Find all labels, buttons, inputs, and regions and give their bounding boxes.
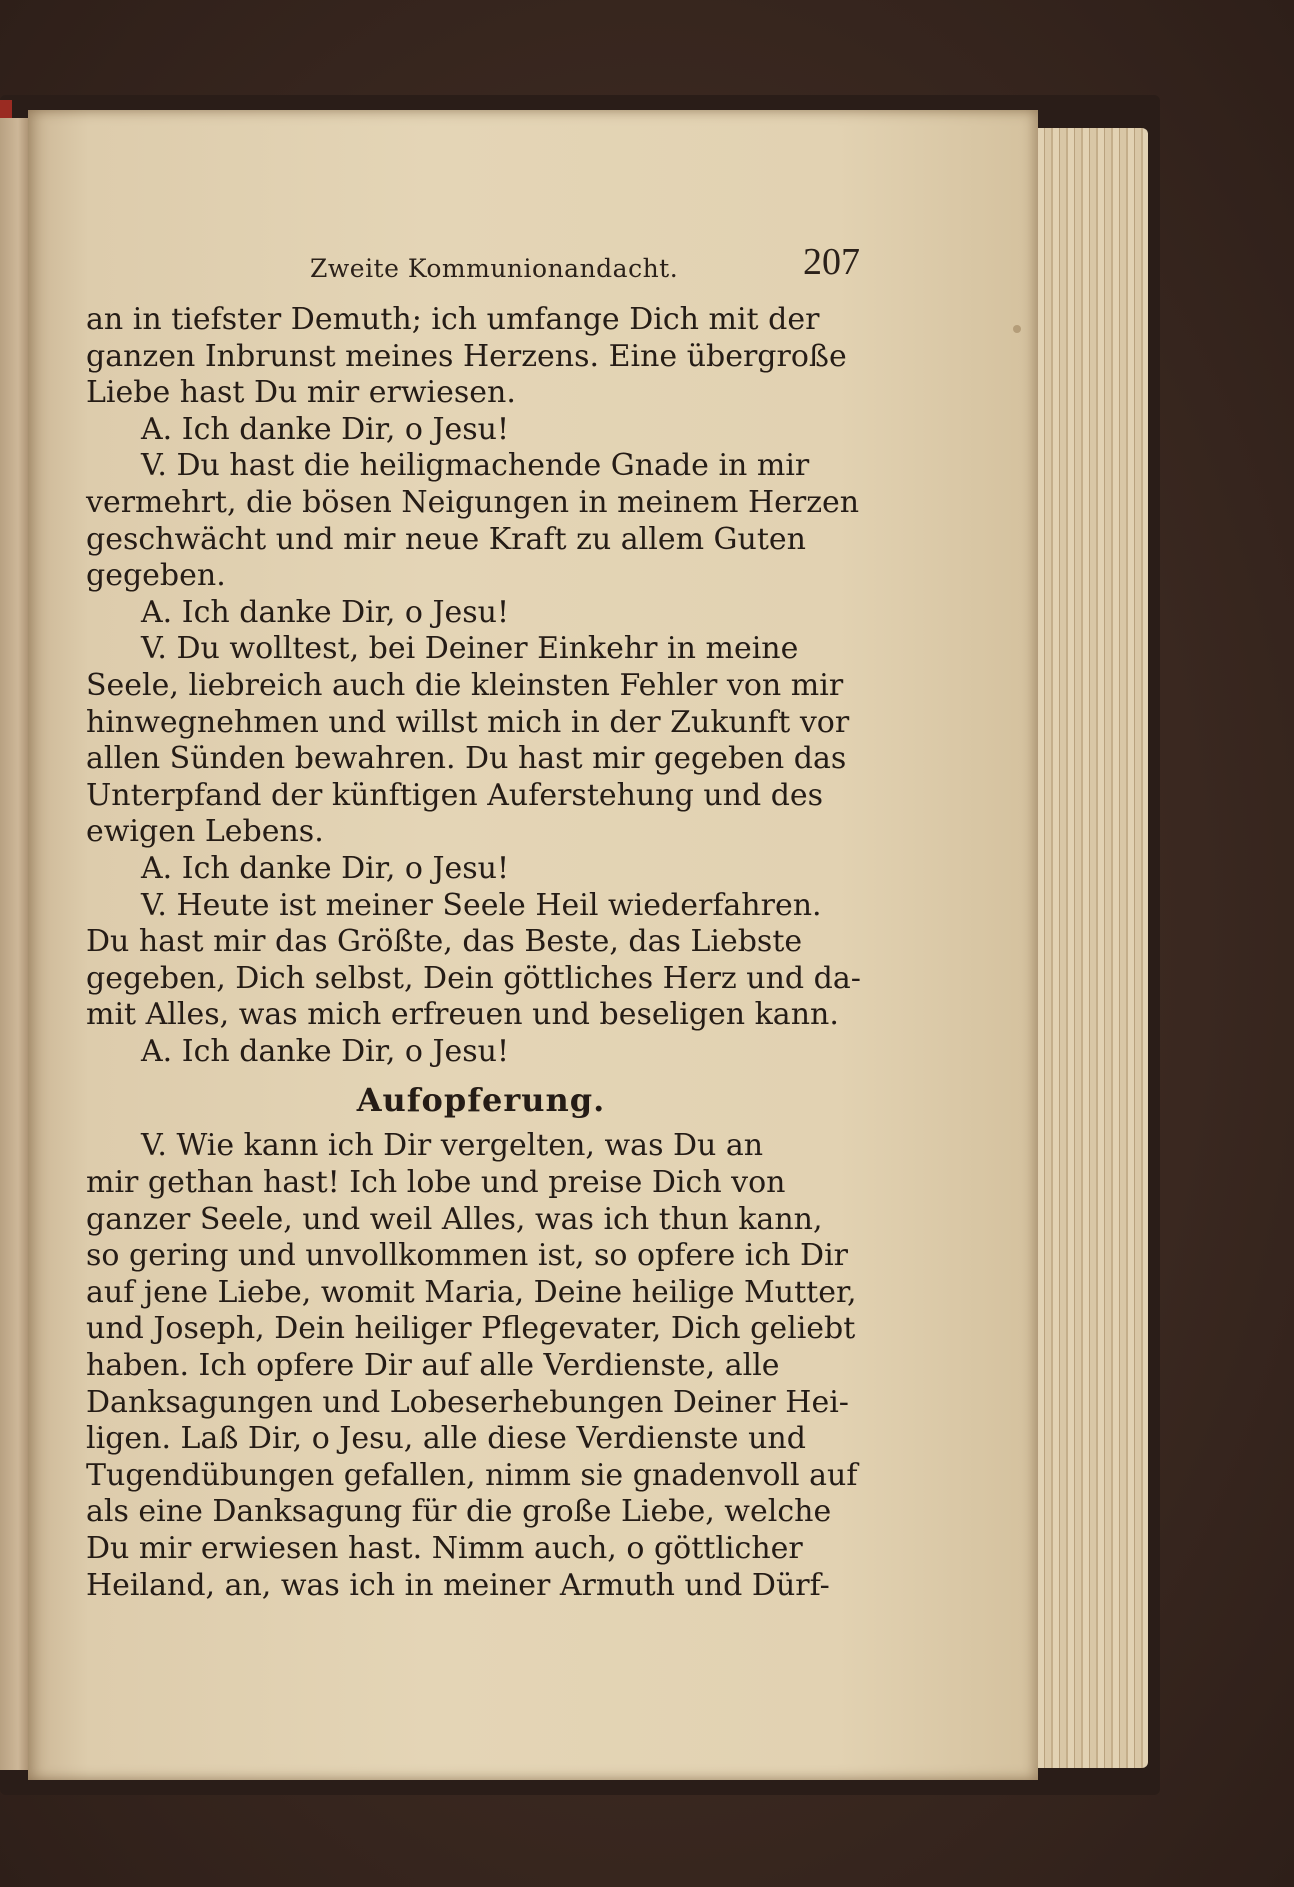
text-line: und Joseph, Dein heiliger Pflegevater, Dich geliebt	[86, 1311, 856, 1347]
verse-line: V. Wie kann ich Dir vergelten, was Du an	[141, 1128, 764, 1164]
verse-line: V. Heute ist meiner Seele Heil wiederfahren.	[141, 887, 822, 923]
text-line: so gering und unvollkommen ist, so opfere ich Dir	[86, 1238, 849, 1274]
text-line: Liebe hast Du mir erwiesen.	[86, 375, 516, 411]
page-edges	[1030, 128, 1148, 1768]
text-line: ligen. Laß Dir, o Jesu, alle diese Verdienste und	[86, 1421, 806, 1457]
text-line: Heiland, an, was ich in meiner Armuth und Dürf-	[86, 1567, 830, 1603]
text-line: Unterpfand der künftigen Auferstehung und des	[86, 777, 824, 813]
verse-line: V. Du hast die heiligmachende Gnade in mir	[141, 448, 810, 484]
text-line: gegeben, Dich selbst, Dein göttliches Herz und da-	[86, 960, 861, 996]
verse-line: V. Du wolltest, bei Deiner Einkehr in meine	[141, 631, 799, 667]
text-line: ganzer Seele, und weil Alles, was ich thun kann,	[86, 1201, 823, 1237]
page-text	[86, 302, 876, 1604]
text-line: mit Alles, was mich erfreuen und beseligen kann.	[86, 997, 839, 1033]
response-line: A. Ich danke Dir, o Jesu!	[141, 411, 510, 447]
text-line: als eine Danksagung für die große Liebe, welche	[86, 1494, 832, 1530]
text-line: ewigen Lebens.	[86, 814, 324, 850]
text-line: Danksagungen und Lobeserhebungen Deiner Hei-	[86, 1384, 849, 1420]
running-title: Zweite Kommunionandacht.	[310, 254, 679, 283]
text-line: auf jene Liebe, womit Maria, Deine heilige Mutter,	[86, 1274, 857, 1310]
text-line: allen Sünden bewahren. Du hast mir gegeben das	[86, 741, 847, 777]
page-number: 207	[803, 241, 860, 283]
text-line: Du mir erwiesen hast. Nimm auch, o göttlicher	[86, 1531, 803, 1566]
response-line: A. Ich danke Dir, o Jesu!	[141, 1033, 510, 1069]
running-head	[300, 240, 860, 288]
text-line: vermehrt, die bösen Neigungen in meinem Herzen	[86, 484, 860, 520]
text-line: ganzen Inbrunst meines Herzens. Eine übergroße	[86, 338, 847, 374]
text-line: hinwegnehmen und willst mich in der Zukunft vor	[86, 704, 850, 740]
text-line: gegeben.	[86, 558, 226, 594]
text-line: mir gethan hast! Ich lobe und preise Dich von	[86, 1165, 786, 1201]
section-heading: Aufopferung.	[356, 1081, 606, 1120]
text-line: Seele, liebreich auch die kleinsten Fehler von mir	[86, 667, 844, 703]
text-line: an in tiefster Demuth; ich umfange Dich mit der	[86, 302, 820, 337]
text-line: haben. Ich opfere Dir auf alle Verdienste, alle	[86, 1348, 780, 1384]
text-line: Du hast mir das Größte, das Beste, das Liebste	[86, 924, 803, 960]
response-line: A. Ich danke Dir, o Jesu!	[141, 594, 510, 630]
response-line: A. Ich danke Dir, o Jesu!	[141, 850, 510, 886]
text-line: geschwächt und mir neue Kraft zu allem Guten	[86, 521, 806, 557]
page-spot	[1013, 325, 1021, 333]
facing-page-edge	[0, 118, 30, 1770]
text-line: Tugendübungen gefallen, nimm sie gnadenvoll auf	[86, 1457, 858, 1493]
